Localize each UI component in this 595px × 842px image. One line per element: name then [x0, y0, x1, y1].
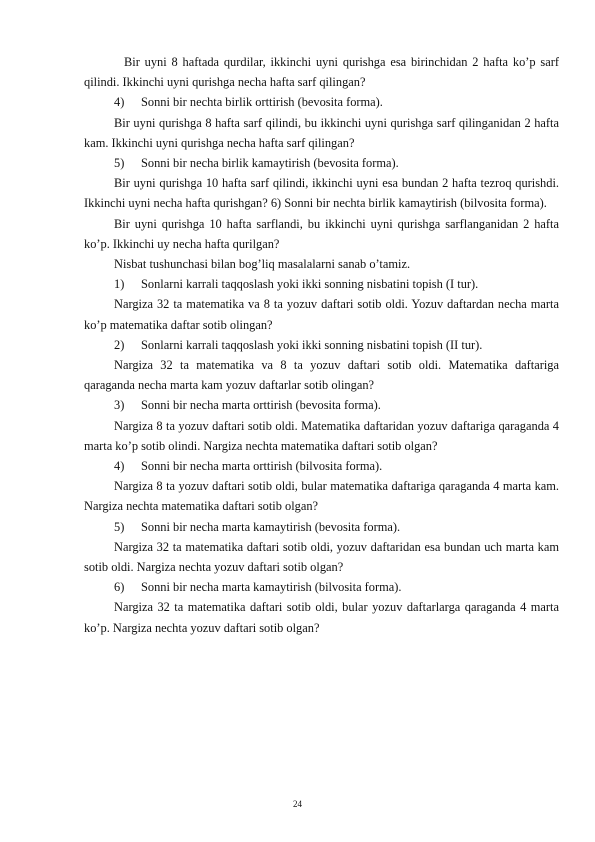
paragraph: Nargiza 8 ta yozuv daftari sotib oldi. Matematika daftaridan yozuv daftariga qaraganda 4 marta ko’p sotib olindi. Nargiza nechta matematika daftari sotib olgan? [84, 418, 559, 453]
list-item [84, 517, 559, 537]
list-item [84, 395, 559, 415]
list-item-number: 3) [114, 398, 125, 413]
list-item [84, 456, 559, 476]
page-body [84, 52, 559, 638]
list-item-number: 4) [114, 95, 125, 110]
paragraph: Bir uyni 8 haftada qurdilar, ikkinchi uyni qurishga esa birinchidan 2 hafta ko’p sarf qilindi. Ikkinchi uyni qurishga necha hafta sarf qilingan? [84, 55, 559, 90]
list-item [84, 335, 559, 355]
list-item [84, 92, 559, 112]
paragraph: Nargiza 32 ta matematika va 8 ta yozuv daftari sotib oldi. Yozuv daftardan necha marta ko’p matematika daftar sotib olingan? [84, 297, 559, 332]
list-item-text: Sonlarni karrali taqqoslash yoki ikki sonning nisbatini topish (II tur). [141, 337, 483, 352]
list-item-number: 6) [114, 580, 125, 595]
list-item [84, 577, 559, 597]
list-item [84, 153, 559, 173]
list-item-text: Sonni bir necha birlik kamaytirish (bevosita forma). [141, 156, 399, 171]
list-item-text: Sonni bir necha marta orttirish (bevosita forma). [141, 398, 381, 413]
list-item-text: Sonlarni karrali taqqoslash yoki ikki sonning nisbatini topish (I tur). [141, 277, 479, 292]
list-item-text: Sonni bir necha marta kamaytirish (bevosita forma). [141, 519, 401, 534]
paragraph: Bir uyni qurishga 10 hafta sarf qilindi, ikkinchi uyni esa bundan 2 hafta tezroq qurishdi. Ikkinchi uyni necha hafta qurishgan? 6) Sonni bir nechta birlik kamaytirish (bilvosita forma). [84, 176, 559, 211]
paragraph: Nargiza 32 ta matematika daftari sotib oldi, yozuv daftaridan esa bundan uch marta kam sotib oldi. Nargiza nechta yozuv daftari sotib olgan? [84, 539, 559, 575]
page-number: 24 [293, 799, 302, 809]
list-item-text: Sonni bir necha marta orttirish (bilvosita forma). [141, 459, 383, 474]
list-item-number: 4) [114, 459, 125, 474]
list-item-text: Sonni bir nechta birlik orttirish (bevosita forma). [141, 95, 383, 110]
paragraph: Bir uyni qurishga 10 hafta sarflandi, bu ikkinchi uyni qurishga sarflanganidan 2 hafta ko’p. Ikkinchi uy necha hafta qurilgan? [84, 216, 559, 251]
list-item-number: 1) [114, 277, 125, 292]
paragraph: Nargiza 32 ta matematika daftari sotib oldi, bular yozuv daftarlarga qaraganda 4 marta ko’p. Nargiza nechta yozuv daftari sotib olgan? [84, 600, 559, 635]
paragraph: Nargiza 8 ta yozuv daftari sotib oldi, bular matematika daftariga qaraganda 4 marta kam. Nargiza nechta matematika daftari sotib olgan? [84, 479, 559, 514]
list-item-number: 5) [114, 519, 125, 534]
list-item-number: 5) [114, 156, 125, 171]
list-item-number: 2) [114, 337, 125, 352]
list-item [84, 274, 559, 294]
paragraph: Nargiza 32 ta matematika va 8 ta yozuv daftari sotib oldi. Matematika daftariga qaraganda necha marta kam yozuv daftarlar sotib olingan? [84, 358, 559, 393]
paragraph: Nisbat tushunchasi bilan bog’liq masalalarni sanab o’tamiz. [114, 257, 411, 272]
paragraph: Bir uyni qurishga 8 hafta sarf qilindi, bu ikkinchi uyni qurishga sarf qilinganidan 2 hafta kam. Ikkinchi uyni qurishga necha hafta sarf qilingan? [84, 115, 559, 150]
list-item-text: Sonni bir necha marta kamaytirish (bilvosita forma). [141, 580, 402, 595]
